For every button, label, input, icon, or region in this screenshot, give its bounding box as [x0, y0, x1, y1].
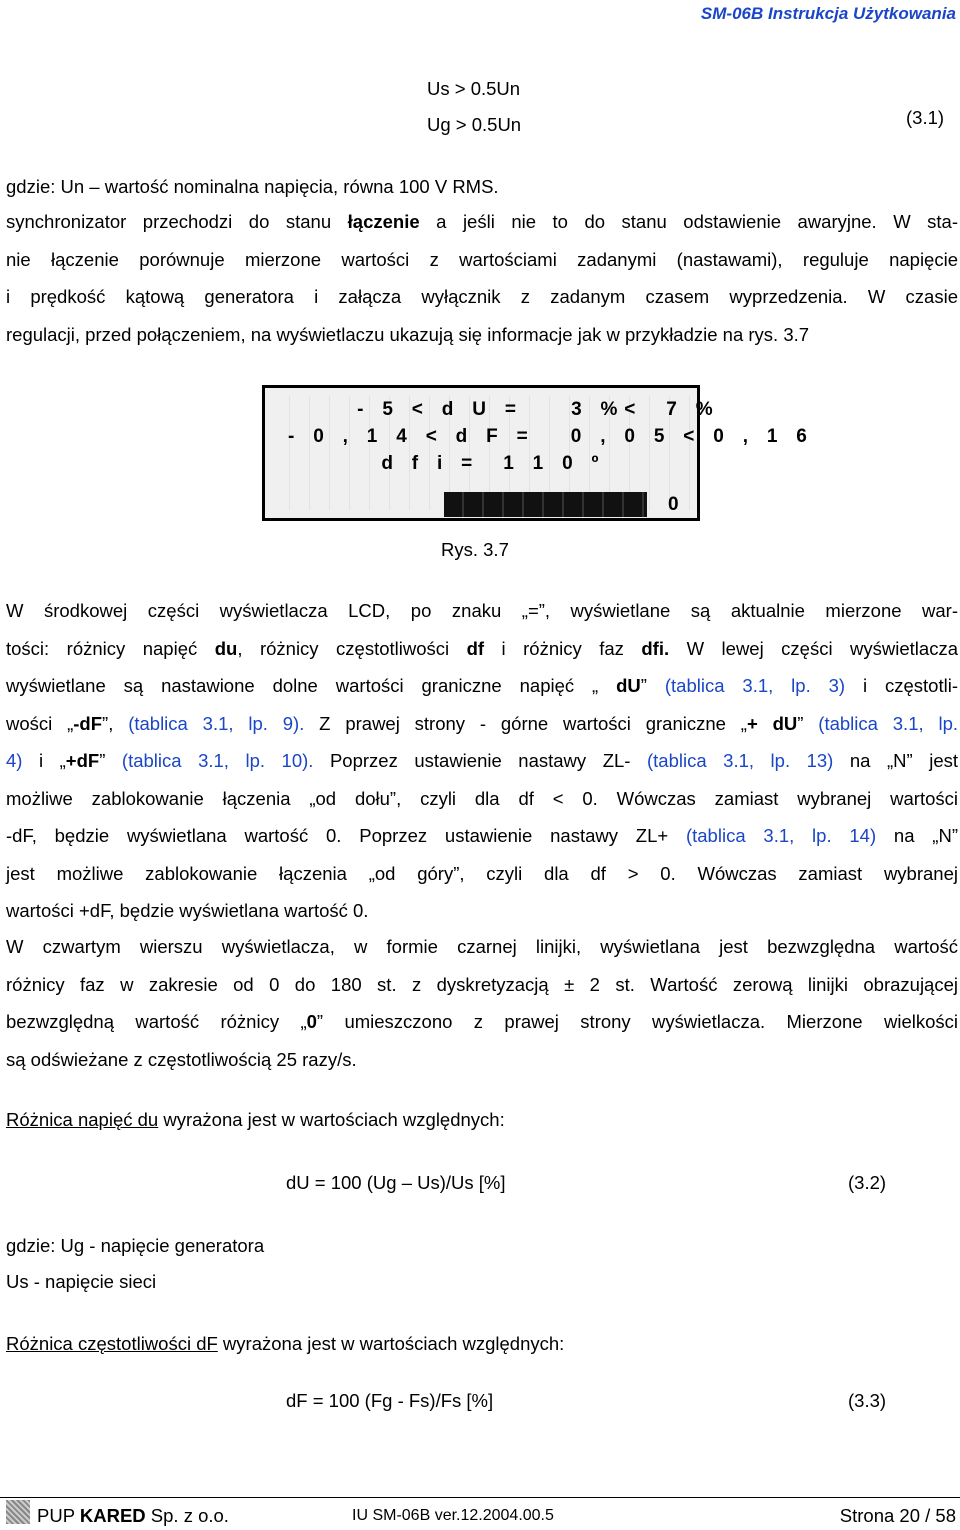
formula-3-1-line2: Ug > 0.5Un — [427, 114, 522, 135]
footer-doc-version: IU SM-06B ver.12.2004.00.5 — [352, 1507, 554, 1524]
page-header-title: SM-06B Instrukcja Użytkowania — [700, 4, 956, 23]
body-paragraph-2 — [6, 928, 958, 1078]
intro-line-2: synchronizator przechodzi do stanu łączenie a jeśli nie to do stanu odstawienie awaryjne. W sta- — [6, 211, 958, 232]
lcd-row-3: d f i = 1 1 0 º — [333, 453, 606, 474]
body-paragraph-1 — [6, 592, 958, 930]
lcd-bar-zero: 0 — [668, 494, 679, 515]
formula-3-3-number: (3.3) — [848, 1390, 887, 1411]
where-us: Us - napięcie sieci — [6, 1271, 157, 1292]
p1-line-8: jest możliwe zablokowanie łączenia „od góry”, czyli dla df > 0. Wówczas zamiast wybranej — [6, 862, 958, 884]
p1-line-5: 4) i „+dF” (tablica 3.1, lp. 10). Poprzez ustawienie nastawy ZL- (tablica 3.1, lp. 13) na „N” jest — [6, 750, 958, 771]
lcd-display — [262, 385, 814, 521]
p2-line-3: bezwzględną wartość różnicy „0” umieszczono z prawej strony wyświetlacza. Mierzone wielkości — [6, 1011, 958, 1032]
p2-line-4: są odświeżane z częstotliwością 25 razy/s. — [6, 1048, 357, 1070]
formula-3-3: dF = 100 (Fg - Fs)/Fs [%] — [286, 1390, 494, 1411]
formula-3-1-line1: Us > 0.5Un — [427, 78, 521, 99]
company-logo-icon — [6, 1500, 30, 1524]
intro-line-5: regulacji, przed połączeniem, na wyświetlaczu ukazują się informacje jak w przykładzie na rys. 3.7 — [6, 323, 810, 345]
intro-line-3: nie łączenie porównuje mierzone wartości z wartościami zadanymi (nastawami), reguluje napięcie — [6, 248, 958, 270]
lcd-grid — [270, 396, 814, 515]
p1-line-1: W środkowej części wyświetlacza LCD, po znaku „=”, wyświetlane są aktualnie mierzone war- — [6, 600, 958, 621]
footer-page-number: Strona 20 / 58 — [839, 1505, 956, 1526]
intro-line-4: i prędkość kątową generatora i załącza wyłącznik z zadanym czasem wyprzedzenia. W czasie — [6, 286, 958, 307]
p1-line-3: wyświetlane są nastawione dolne wartości graniczne napięć „ dU” (tablica 3.1, lp. 3) i częstotli- — [6, 675, 958, 696]
lcd-phase-bar — [444, 492, 647, 517]
formula-3-2: dU = 100 (Ug – Us)/Us [%] — [286, 1172, 506, 1193]
intro-line-1: gdzie: Un – wartość nominalna napięcia, równa 100 V RMS. — [6, 176, 499, 197]
intro-paragraph — [6, 203, 958, 353]
df-heading: Różnica częstotliwości dF wyrażona jest w wartościach względnych: — [6, 1333, 565, 1354]
formula-3-1-number: (3.1) — [906, 107, 945, 128]
p1-line-9: wartości +dF, będzie wyświetlana wartość 0. — [6, 900, 369, 921]
footer-divider — [0, 1497, 960, 1498]
lcd-row-1: - 5 < d U = 3 %< 7 % — [333, 399, 720, 420]
p1-line-2: tości: różnicy napięć du, różnicy częstotliwości df i różnicy faz dfi. W lewej części wyświetlacza — [6, 637, 958, 659]
where-ug: gdzie: Ug - napięcie generatora — [6, 1235, 265, 1256]
p2-line-1: W czwartym wierszu wyświetlacza, w formie czarnej linijki, wyświetlana jest bezwzględna wartość — [6, 936, 958, 957]
p1-line-4: wości „-dF”, (tablica 3.1, lp. 9). Z prawej strony - górne wartości graniczne „+ dU” (tablica 3.1, lp. — [6, 712, 958, 734]
formula-3-2-number: (3.2) — [848, 1172, 887, 1193]
p2-line-2: różnicy faz w zakresie od 0 do 180 st. z dyskretyzacją ± 2 st. Wartość zerową linijki obrazującej — [6, 973, 958, 995]
lcd-row-2: - 0 , 1 4 < d F = 0 , 0 5 < 0 , 1 6 — [288, 426, 814, 447]
figure-caption: Rys. 3.7 — [441, 539, 509, 560]
du-heading: Różnica napięć du wyrażona jest w wartościach względnych: — [6, 1109, 505, 1130]
p1-line-7: -dF, będzie wyświetlana wartość 0. Poprzez ustawienie nastawy ZL+ (tablica 3.1, lp. 14) na „N” — [6, 825, 958, 846]
footer-company: PUP KARED Sp. z o.o. — [37, 1505, 229, 1526]
p1-line-6: możliwe zablokowanie łączenia „od dołu”, czyli dla df < 0. Wówczas zamiast wybranej wartości — [6, 787, 958, 809]
